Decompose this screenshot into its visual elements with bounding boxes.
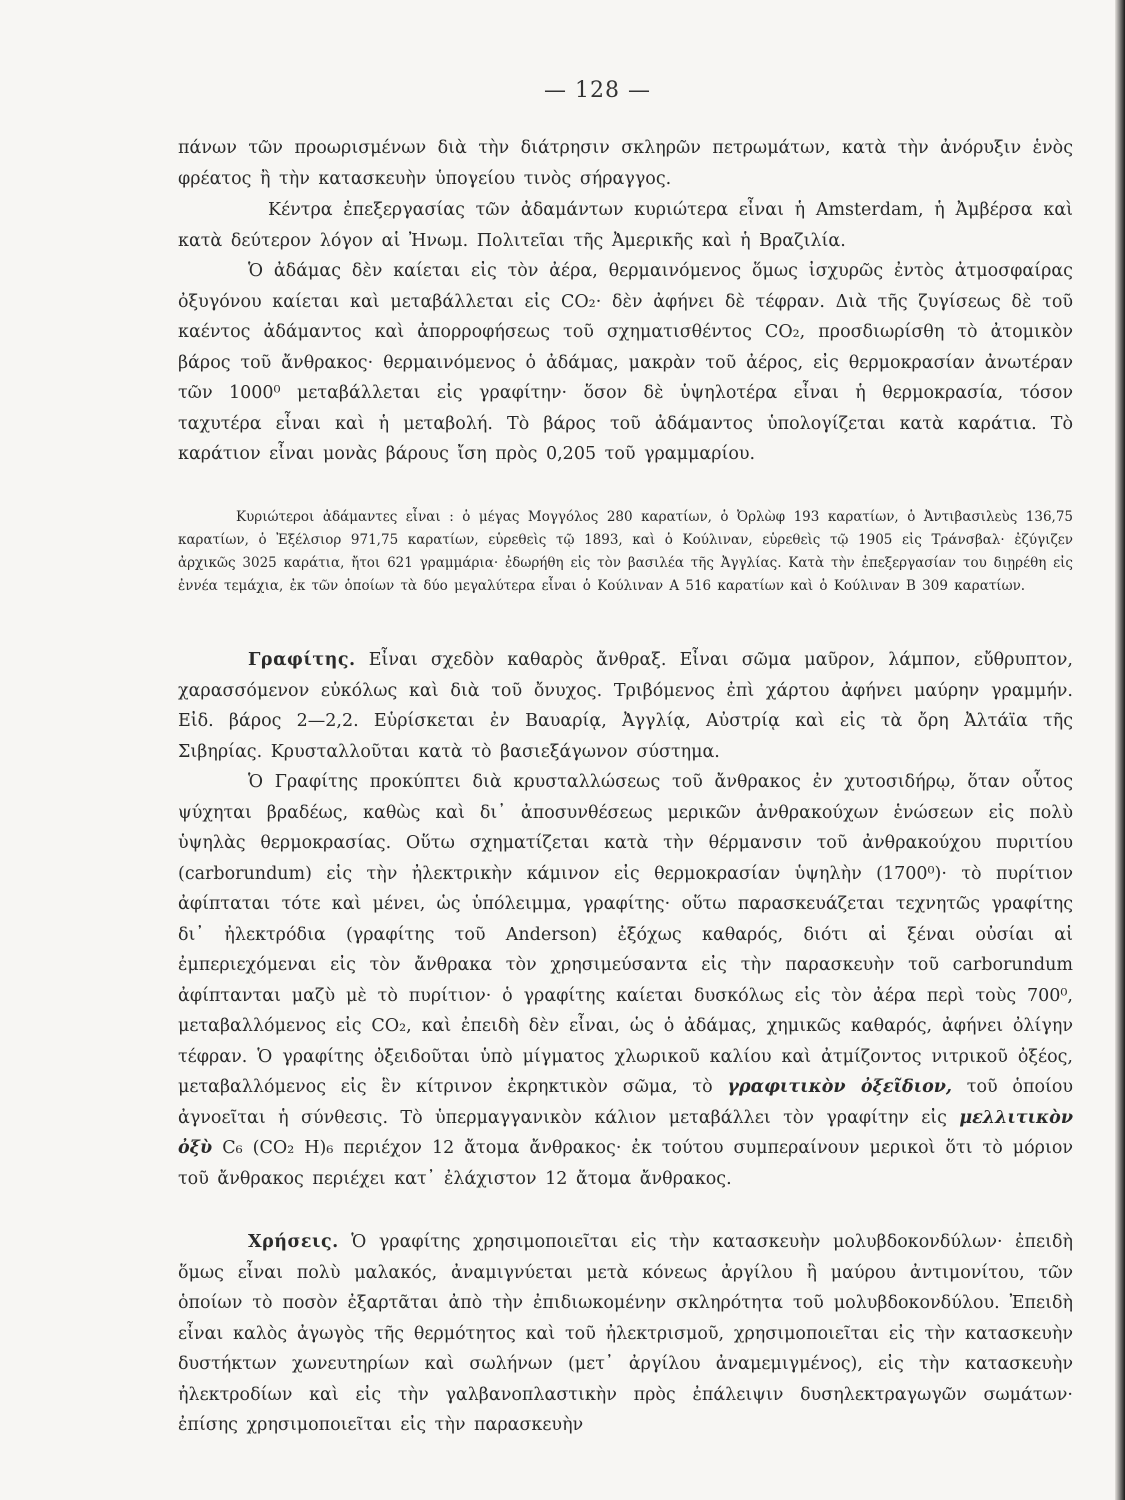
term-mellitic-acid: μελλιτικὸν ὀξὺ [178,1107,1073,1158]
graphite-description-text: Εἶναι σχεδὸν καθαρὸς ἄνθραξ. Εἶναι σῶμα μαῦρον, λάμπον, εὔθρυπτον, χαρασσόμενον εὐκόλως καὶ διὰ τοῦ ὄνυχος. Τριβόμενος ἐπὶ χάρτου ἀφήνει μαύρην γραμμήν. Εἰδ. βάρος 2—2,2. Εὑρίσκεται ἐν Βαυαρίᾳ, Ἀγγλίᾳ, Αὐστρίᾳ καὶ εἰς τὰ ὄρη Ἀλτάϊα τῆς Σιβηρίας. Κρυσταλλοῦται κατὰ τὸ βασιεξάγωνον σύστημα. [178,650,1073,762]
graphite-formation-text-b: τοῦ ὁποίου ἀγνοεῖται ἡ σύνθεσις. Τὸ ὑπερμαγγανικὸν κάλιον μεταβάλλει τὸν γραφίτην εἰς [178,1077,1074,1128]
section-heading-graphite: Γραφίτης. [248,650,356,670]
graphite-formation-text-a: Ὁ Γραφίτης προκύπτει διὰ κρυσταλλώσεως τοῦ ἄνθρακος ἐν χυτοσιδήρῳ, ὅταν οὗτος ψύχηται βραδέως, καθὼς καὶ δι᾽ ἀποσυνθέσεως μερικῶν ἀνθρακούχων ἑνώσεων εἰς πολὺ ὑψηλὰς θερμοκρασίας. Οὕτω σχηματίζεται κατὰ τὴν θέρμανσιν τοῦ ἀνθρακούχου πυριτίου (carborundum) εἰς τὴν ἠλεκτρικὴν κάμινον εἰς θερμοκρασίαν ὑψηλὴν (1700⁰)· τὸ πυρίτιον ἀφίπταται τότε καὶ μένει, ὡς ὑπόλειμμα, γραφίτης· οὕτω παρασκευάζεται τεχνητῶς γραφίτης δι᾽ ἠλεκτρόδια (γραφίτης τοῦ Anderson) ἐξόχως καθαρός, διότι αἱ ξέναι οὐσίαι αἱ ἐμπεριεχόμεναι εἰς τὸν ἄνθρακα τὸν χρησιμεύσαντα εἰς τὴν παρασκευὴν τοῦ carborundum ἀφίπτανται μαζὺ μὲ τὸ πυρίτιον· ὁ γραφίτης καίεται δυσκόλως εἰς τὸν ἀέρα περὶ τοὺς 700⁰, μεταβαλλόμενος εἰς CO₂, καὶ ἐπειδὴ δὲν εἶναι, ὡς ὁ ἀδάμας, χημικῶς καθαρός, ἀφήνει ὀλίγην τέφραν. Ὁ γραφίτης ὀξειδοῦται ὑπὸ μίγματος χλωρικοῦ καλίου καὶ ἀτμίζοντος νιτρικοῦ ὀξέος, μεταβαλλόμενος εἰς ἓν κίτρινον ἐκρηκτικὸν σῶμα, τὸ [178,772,1073,1097]
page-number: — 128 — [544,78,651,103]
paragraph-graphite-description [178,645,1073,767]
term-graphitic-oxide: γραφιτικὸν ὀξεῖδιον, [727,1077,953,1097]
graphite-formation-text-c: C₆ (CO₂ H)₆ περιέχον 12 ἄτομα ἄνθρακος· ἐκ τούτου συμπεραίνουν μερικοὶ ὅτι τὸ μόριον τοῦ ἄνθρακος περιέχει κατ᾽ ἐλάχιστον 12 ἄτομα ἄνθρακος. [178,1138,1073,1189]
paragraph-graphite-formation [178,767,1073,1194]
paragraph-drilling: πάνων τῶν προωρισμένων διὰ τὴν διάτρησιν σκληρῶν πετρωμάτων, κατὰ τὴν ἀνόρυξιν ἑνὸς φρέατος ἢ τὴν κατασκευὴν ὑπογείου τινὸς σήραγγος. [178,138,1073,189]
paragraph-diamond-combustion: Ὁ ἀδάμας δὲν καίεται εἰς τὸν ἀέρα, θερμαινόμενος ὅμως ἰσχυρῶς ἐντὸς ἀτμοσφαίρας ὀξυγόνου καίεται καὶ μεταβάλλεται εἰς CO₂· δὲν ἀφήνει δὲ τέφραν. Διὰ τῆς ζυγίσεως δὲ τοῦ καέντος ἀδάμαντος καὶ ἀπορροφήσεως τοῦ σχηματισθέντος CO₂, προσδιωρίσθη τὸ ἀτομικὸν βάρος τοῦ ἄνθρακος· θερμαινόμενος ὁ ἀδάμας, μακρὰν τοῦ ἀέρος, εἰς θερμοκρασίαν ἀνωτέραν τῶν 1000⁰ μεταβάλλεται εἰς γραφίτην· ὅσον δὲ ὑψηλοτέρα εἶναι ἡ θερμοκρασία, τόσον ταχυτέρα εἶναι καὶ ἡ μεταβολή. Τὸ βάρος τοῦ ἀδάμαντος ὑπολογίζεται κατὰ καράτια. Τὸ καράτιον εἶναι μονὰς βάρους ἴση πρὸς 0,205 τοῦ γραμμαρίου. [178,261,1073,464]
graphite-uses-text: Ὁ γραφίτης χρησιμοποιεῖται εἰς τὴν κατασκευὴν μολυβδοκονδύλων· ἐπειδὴ ὅμως εἶναι πολὺ μαλακός, ἀναμιγνύεται μετὰ κόνεως ἀργίλου ἢ μαύρου ἀντιμονίτου, τῶν ὁποίων τὸ ποσὸν ἐξαρτᾶται ἀπὸ τὴν ἐπιδιωκομένην σκληρότητα τοῦ μολυβδοκονδύλου. Ἐπειδὴ εἶναι καλὸς ἀγωγὸς τῆς θερμότητος καὶ τοῦ ἠλεκτρισμοῦ, χρησιμοποιεῖται εἰς τὴν κατασκευὴν δυστήκτων χωνευτηρίων καὶ σωλήνων (μετ᾽ ἀργίλου ἀναμεμιγμένος), εἰς τὴν κατασκευὴν ἠλεκτροδίων καὶ εἰς τὴν γαλβανοπλαστικὴν πρὸς ἐπάλειψιν δυσηλεκτραγωγῶν σωμάτων· ἐπίσης χρησιμοποιεῖται εἰς τὴν παρασκευὴν [178,1232,1073,1435]
section-heading-uses: Χρήσεις. [248,1232,339,1252]
page-edge-shadow [1115,0,1125,1500]
paragraph-graphite-uses [178,1227,1073,1441]
paragraph-processing-centers: Κέντρα ἐπεξεργασίας τῶν ἀδαμάντων κυριώτερα εἶναι ἡ Amsterdam, ἡ Ἀμβέρσα καὶ κατὰ δεύτερον λόγον αἱ Ἠνωμ. Πολιτεῖαι τῆς Ἀμερικῆς καὶ ἡ Βραζιλία. [178,200,1073,251]
note-famous-diamonds: Κυριώτεροι ἀδάμαντες εἶναι : ὁ μέγας Μογγόλος 280 καρατίων, ὁ Ὀρλὼφ 193 καρατίων, ὁ Ἀντιβασιλεὺς 136,75 καρατίων, ὁ Ἐξέλσιορ 971,75 καρατίων, εὑρεθεὶς τῷ 1893, καὶ ὁ Κούλιναν, εὑρεθεὶς τῷ 1905 εἰς Τράνσβαλ· ἐζύγιζεν ἀρχικῶς 3025 καράτια, ἤτοι 621 γραμμάρια· ἐδωρήθη εἰς τὸν βασιλέα τῆς Ἀγγλίας. Κατὰ τὴν ἐπεξεργασίαν του διῃρέθη εἰς ἐννέα τεμάχια, ἐκ τῶν ὁποίων τὰ δύο μεγαλύτερα εἶναι ὁ Κούλιναν A 516 καρατίων καὶ ὁ Κούλιναν B 309 καρατίων. [178,509,1073,594]
